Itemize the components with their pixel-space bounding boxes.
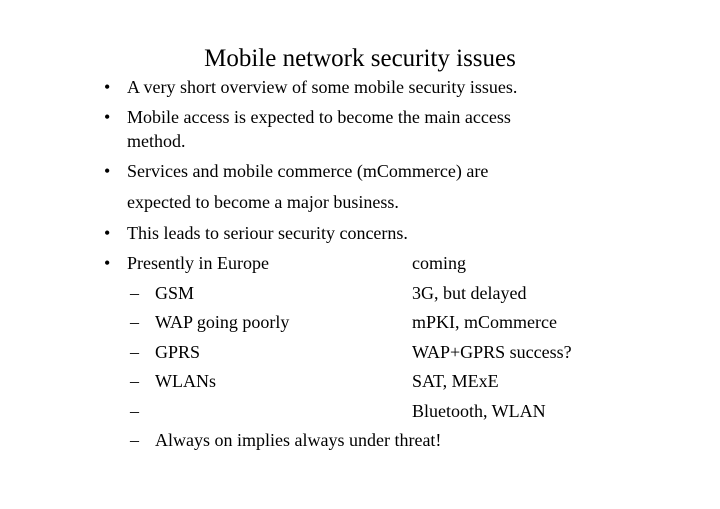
sub-item-right-text: WAP+GPRS success?: [412, 342, 572, 362]
dash-marker: –: [130, 342, 139, 362]
sub-item-text: WLANs: [155, 371, 216, 391]
dash-marker: –: [130, 401, 139, 421]
sub-item-text: GSM: [155, 283, 195, 303]
sub-item-text: WAP going poorly: [155, 312, 290, 332]
bullet-item-services: [0, 160, 720, 182]
dash-marker: –: [130, 430, 139, 450]
bullet-item-services-continued: [0, 191, 720, 213]
sub-item-right-text: 3G, but delayed: [412, 283, 527, 303]
sub-item-gsm: [0, 282, 720, 304]
sub-item-always-on: [0, 429, 720, 451]
bullet-marker: •: [104, 223, 111, 243]
bullet-text: Services and mobile commerce (mCommerce) are: [127, 161, 489, 181]
dash-marker: –: [130, 283, 139, 303]
bullet-text: This leads to seriour security concerns.: [127, 223, 408, 243]
sub-item-text: Always on implies always under threat!: [155, 430, 442, 450]
bullet-text: method.: [127, 131, 186, 151]
bullet-item-presently: [0, 252, 720, 274]
bullet-item-mobile-access: [0, 106, 720, 128]
bullet-marker: •: [104, 253, 111, 273]
bullet-text: A very short overview of some mobile security issues.: [127, 77, 518, 97]
bullet-text: expected to become a major business.: [127, 192, 399, 212]
bullet-right-text: coming: [412, 253, 466, 273]
bullet-text: Mobile access is expected to become the main access: [127, 107, 511, 127]
bullet-marker: •: [104, 77, 111, 97]
sub-item-right-text: SAT, MExE: [412, 371, 499, 391]
slide-title: Mobile network security issues: [204, 45, 516, 72]
bullet-item-overview: [0, 76, 720, 98]
sub-item-gprs: [0, 341, 720, 363]
sub-item-right-text: Bluetooth, WLAN: [412, 401, 546, 421]
dash-marker: –: [130, 371, 139, 391]
bullet-text: Presently in Europe: [127, 253, 269, 273]
dash-marker: –: [130, 312, 139, 332]
sub-item-wlans: [0, 370, 720, 392]
bullet-item-mobile-access-continued: [0, 130, 720, 152]
sub-item-right-text: mPKI, mCommerce: [412, 312, 557, 332]
sub-item-empty: [0, 400, 720, 422]
bullet-item-concerns: [0, 222, 720, 244]
sub-item-text: GPRS: [155, 342, 201, 362]
sub-item-wap: [0, 311, 720, 333]
bullet-marker: •: [104, 107, 111, 127]
bullet-marker: •: [104, 161, 111, 181]
